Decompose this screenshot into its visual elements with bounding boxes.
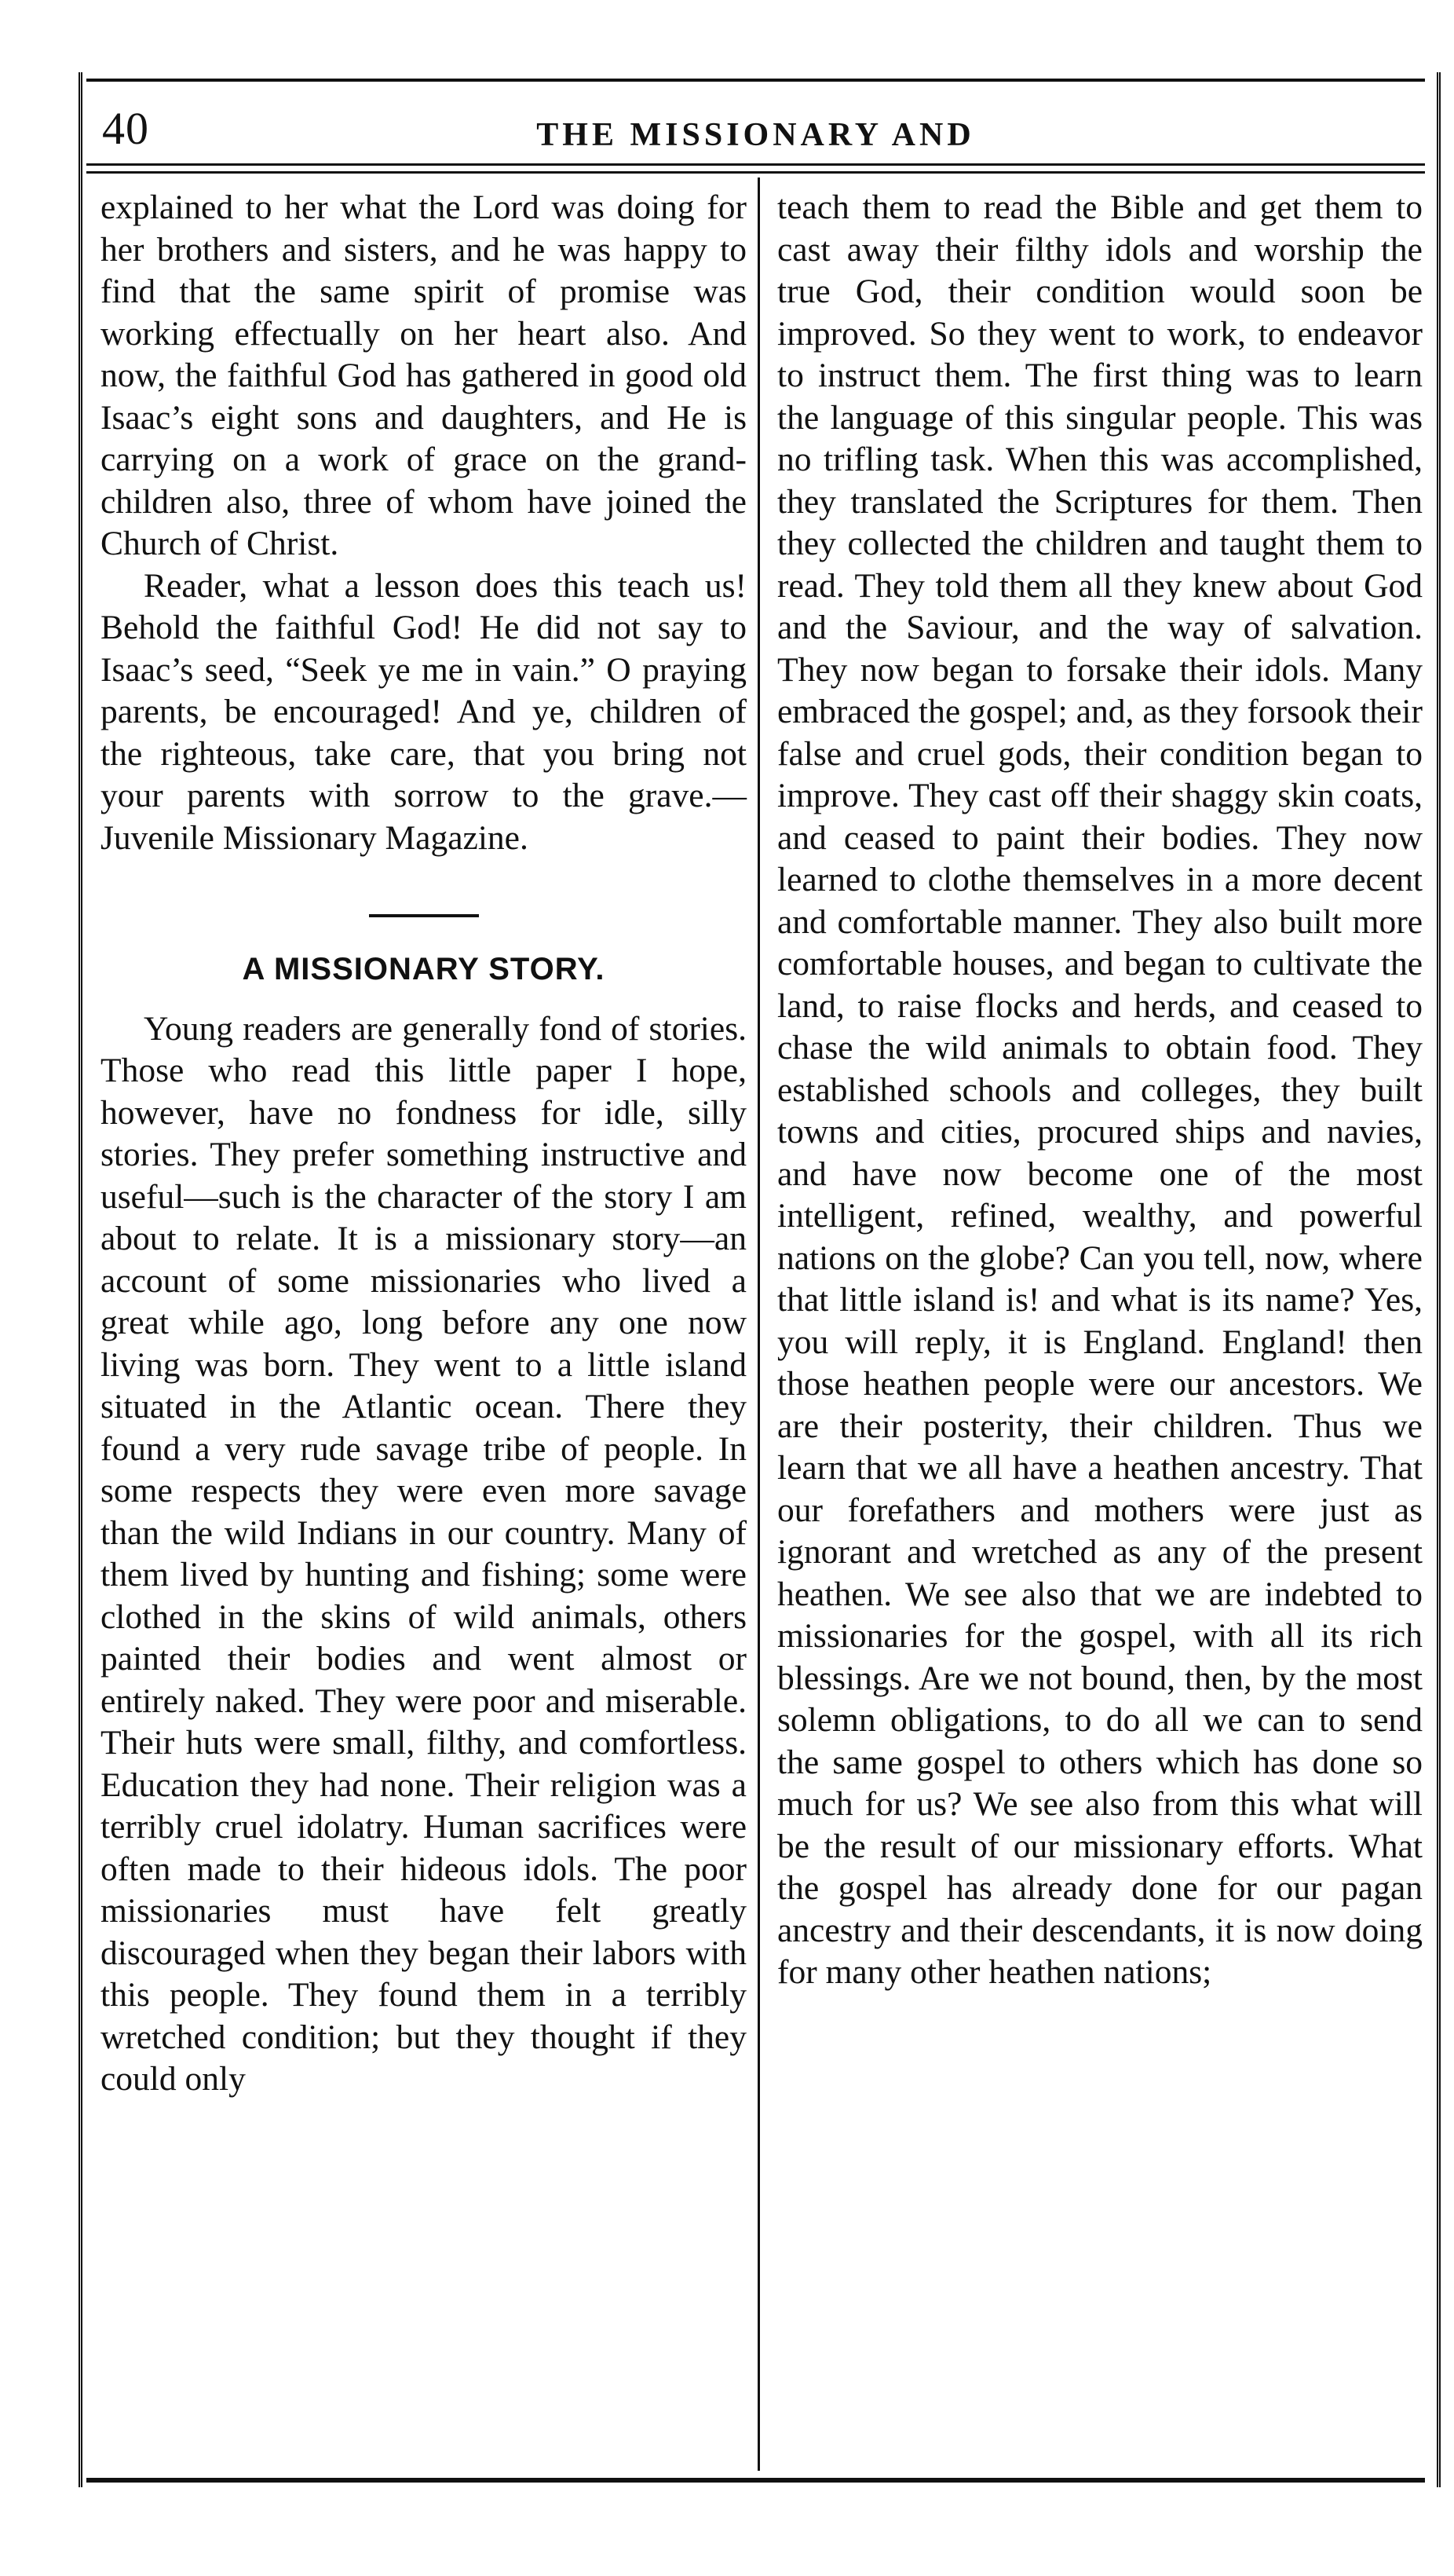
top-rule bbox=[86, 79, 1425, 82]
paragraph: Reader, what a lesson does this teach us! Behold the faithful God! He did not say to Isaac’s seed, “Seek ye me in vain.” O praying parents, be encouraged! And ye, children of the righteous, take care, that you bring not your parents with sorrow to the grave.—Juvenile Missionary Magazine. bbox=[100, 566, 747, 857]
left-column bbox=[100, 187, 747, 2101]
bottom-rule bbox=[86, 2478, 1425, 2483]
column-divider bbox=[758, 177, 760, 2471]
paragraph: explained to her what the Lord was doing for her brothers and sisters, and he was happy to find that the same spirit of promise was working effectually on her heart also. And now, the faithful God has gathered in good old Isaac’s eight sons and daughters, and He is carrying on a work of grace on the grand-children also, three of whom have joined the Church of Christ. bbox=[100, 188, 747, 562]
page-number: 40 bbox=[102, 103, 149, 154]
story-heading: A MISSIONARY STORY. bbox=[242, 952, 605, 986]
paragraph: Young readers are generally fond of stories. Those who read this little paper I hope, however, have no fondness for idle, silly stories. They prefer something instructive and useful—such is the character of the story I am about to relate. It is a missionary story—an account of some missionaries who lived a great while ago, long before any one now living was born. They went to a little island situated in the Atlantic ocean. There they found a very rude savage tribe of people. In some respects they were even more savage than the wild Indians in our country. Many of them lived by hunting and fishing; some were clothed in the skins of wild animals, others painted their bodies and went almost or entirely naked. They were poor and miserable. Their huts were small, filthy, and comfortless. Education they had none. Their religion was a terribly cruel idolatry. Human sacrifices were often made to their hideous idols. The poor missionaries must have felt greatly discouraged when they began their labors with this people. They found them in a terribly wretched condition; but they thought if they could only bbox=[100, 1009, 747, 2098]
right-column bbox=[777, 187, 1423, 1994]
running-title: THE MISSIONARY AND bbox=[536, 117, 975, 153]
header-rule-upper bbox=[86, 163, 1425, 166]
page-header bbox=[86, 93, 1425, 163]
section-separator bbox=[369, 914, 479, 917]
paragraph: teach them to read the Bible and get them to cast away their filthy idols and worship the true God, their condition would soon be improved. So they went to work, to endeavor to instruct them. The first thing was to learn the language of this singular people. This was no trifling task. When this was accomplished, they translated the Scriptures for them. Then they collected the children and taught them to read. They told them all they knew about God and the Saviour, and the way of salvation. They now began to forsake their idols. Many embraced the gospel; and, as they forsook their false and cruel gods, their condition began to improve. They cast off their shaggy skin coats, and ceased to paint their bodies. They now learned to clothe themselves in a more decent and comfortable manner. They also built more comfortable houses, and began to cultivate the land, to raise flocks and herds, and ceased to chase the wild animals to obtain food. They established schools and colleges, they built towns and cities, procured ships and navies, and have now become one of the most intelligent, refined, wealthy, and powerful nations on the globe? Can you tell, now, where that little island is! and what is its name? Yes, you will reply, it is England. England! then those heathen people were our ancestors. We are their posterity, their children. Thus we learn that we all have a heathen ancestry. That our forefathers and mothers were just as ignorant and wretched as any of the present heathen. We see also that we are indebted to missionaries for the gospel, with all its rich blessings. Are we not bound, then, by the most solemn obligations, to do all we can to send the same gospel to others which has done so much for us? We see also from this what will be the result of our missionary efforts. What the gospel has already done for our pagan ancestry and their descendants, it is now doing for many other heathen nations; bbox=[777, 188, 1423, 1991]
header-rule-lower bbox=[86, 171, 1425, 174]
